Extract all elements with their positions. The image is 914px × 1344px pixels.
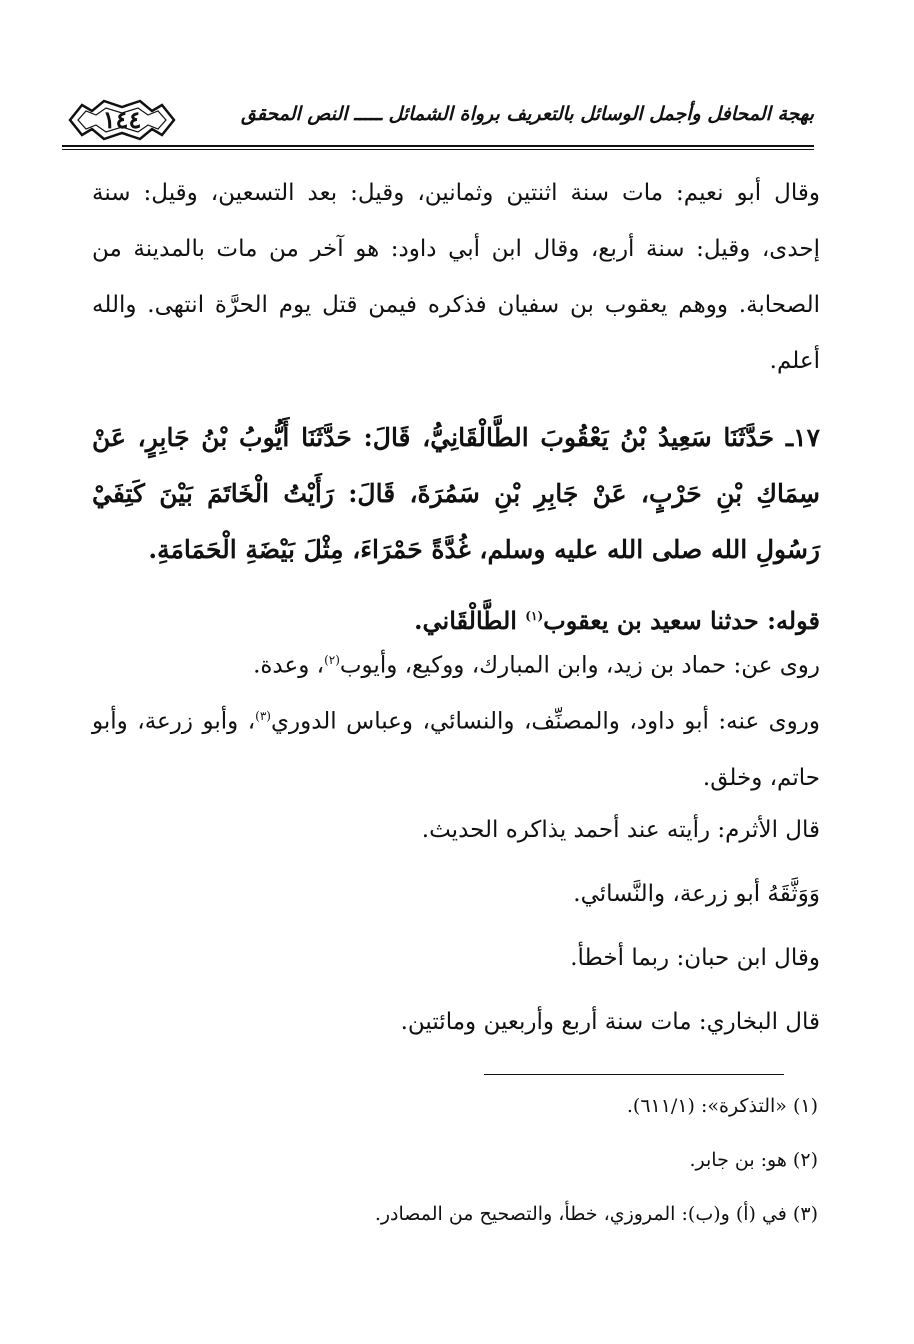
footnote: (١) «التذكرة»: (٦١١/١). xyxy=(626,1095,818,1117)
footnote: (٢) هو: بن جابر. xyxy=(689,1149,818,1171)
footnote-ref-1: (١) xyxy=(525,609,544,623)
page-number-badge xyxy=(62,95,182,145)
footnote-ref-2: (٢) xyxy=(324,653,340,667)
heading-text: قوله: حدثنا سعيد بن يعقوب xyxy=(543,606,820,635)
narrators-end: ، وأبو زرعة، وأبو حاتم، وخلق. xyxy=(92,708,820,791)
narrated-from-paragraph xyxy=(92,632,820,694)
text-line: قال البخاري: مات سنة أربع وأربعين ومائتين. xyxy=(400,1009,820,1035)
footnote-ref-3: (٣) xyxy=(255,709,271,723)
text-line: وَوَثَّقَهُ أبو زرعة، والنَّسائي. xyxy=(573,881,820,907)
narrated-from-text: روى عن: حماد بن زيد، وابن المبارك، ووكيع، وأيوب xyxy=(339,652,820,679)
running-title: بهجة المحافل وأجمل الوسائل بالتعريف برواة الشمائل ـــــ النص المحقق xyxy=(241,103,814,125)
narrators-text: وروى عنه: أبو داود، والمصنِّف، والنسائي، وعباس الدوري xyxy=(270,708,820,735)
narrators-paragraph xyxy=(92,688,820,806)
page-header xyxy=(62,95,814,155)
header-rule xyxy=(62,145,814,150)
footnote: (٣) في (أ) و(ب): المروزي، خطأ، والتصحيح من المصادر. xyxy=(374,1203,818,1225)
narrated-from-end: ، وعدة. xyxy=(253,652,325,679)
heading-text-end: الطَّالْقَاني. xyxy=(414,606,526,635)
footnote-separator xyxy=(484,1074,784,1075)
text-line: قال الأثرم: رأيته عند أحمد يذاكره الحديث. xyxy=(421,817,820,843)
hadith-text: ١٧ـ حَدَّثَنَا سَعِيدُ بْنُ يَعْقُوبَ الطَّالْقَانِيُّ، قَالَ: حَدَّثَنَا أَيُّوبُ بْنُ جَابِرٍ، عَنْ سِمَاكِ بْنِ حَرْبٍ، عَنْ جَابِرِ بْنِ سَمُرَةَ، قَالَ: رَأَيْتُ الْخَاتَمَ بَيْنَ كَتِفَيْ رَسُولِ الله صلى الله عليه وسلم، غُدَّةً حَمْرَاءَ، مِثْلَ بَيْضَةِ الْحَمَامَةِ. xyxy=(92,423,820,564)
page-number: ١٤٤ xyxy=(102,105,142,134)
intro-paragraph: وقال أبو نعيم: مات سنة اثنتين وثمانين، وقيل: بعد التسعين، وقيل: سنة إحدى، وقيل: سنة أربع، وقال ابن أبي داود: هو آخر من مات بالمدينة من الصحابة. ووهم يعقوب بن سفيان فذكره فيمن قتل يوم الحرَّة انتهى. والله أعلم. xyxy=(92,180,820,374)
text-line: وقال ابن حبان: ربما أخطأ. xyxy=(570,945,820,971)
